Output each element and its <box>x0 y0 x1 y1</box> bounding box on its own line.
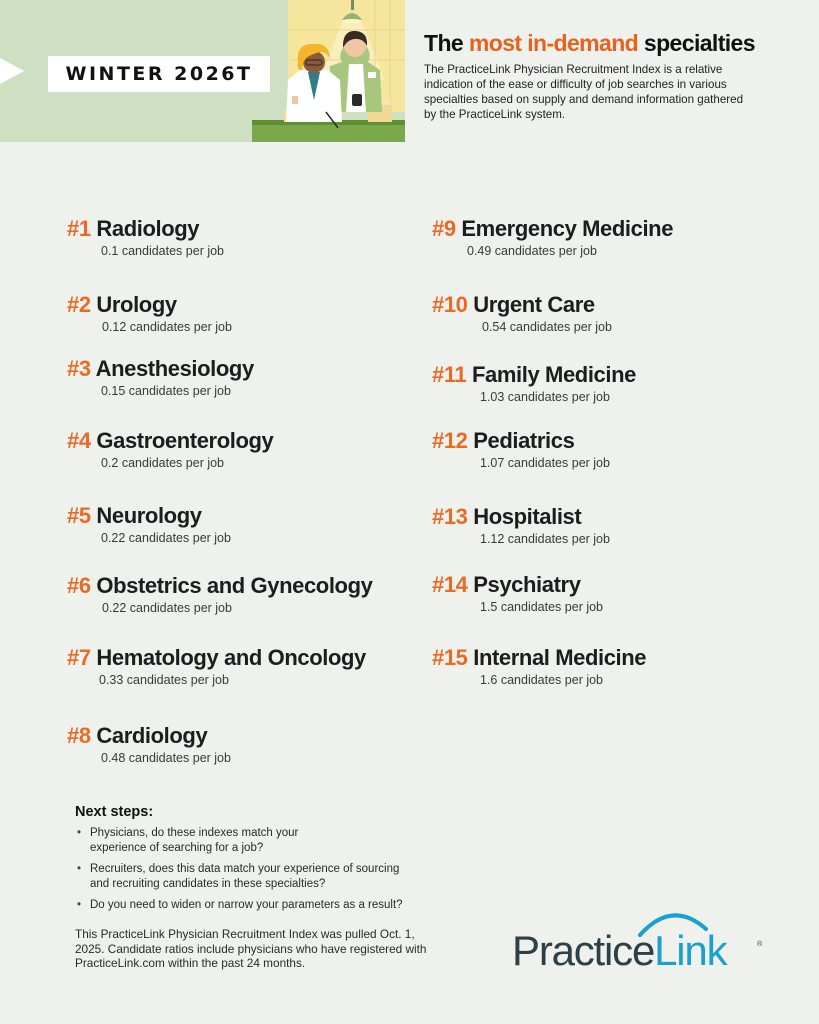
specialty-entry <box>432 428 610 470</box>
page-title: The most in-demand specialties <box>424 30 755 56</box>
specialty-ratio: 0.2 candidates per job <box>101 456 225 470</box>
specialty-name: Cardiology <box>96 723 208 748</box>
specialty-rank: #8 <box>67 723 91 748</box>
edition-label: WINTER 2026T <box>65 63 253 85</box>
specialty-rank: #11 <box>432 362 467 387</box>
specialty-rank: #15 <box>432 645 468 670</box>
specialty-ratio: 0.54 candidates per job <box>482 320 612 334</box>
specialty-ratio: 1.12 candidates per job <box>480 532 610 546</box>
specialty-name: Hematology and Oncology <box>96 645 366 670</box>
specialty-rank: #4 <box>67 428 91 453</box>
specialty-entry <box>432 362 636 404</box>
specialty-ratio: 0.48 candidates per job <box>101 751 231 765</box>
specialty-entry <box>67 356 254 398</box>
edition-badge <box>48 56 270 92</box>
specialty-ratio: 0.22 candidates per job <box>101 531 231 545</box>
specialty-name: Urgent Care <box>473 292 595 317</box>
specialty-entry <box>432 572 603 614</box>
specialty-entry <box>67 216 224 258</box>
specialty-name: Emergency Medicine <box>461 216 674 241</box>
specialty-entry <box>67 573 372 615</box>
specialty-entry <box>432 645 646 687</box>
specialty-rank: #9 <box>432 216 456 241</box>
specialty-ratio: 1.03 candidates per job <box>480 390 610 404</box>
specialty-entry <box>67 503 231 545</box>
specialty-name: Psychiatry <box>473 572 581 597</box>
specialty-rank: #12 <box>432 428 468 453</box>
logo-text-link: Link <box>654 927 727 974</box>
specialty-name: Hospitalist <box>473 504 582 529</box>
specialty-name: Urology <box>96 292 177 317</box>
specialty-rank: #10 <box>432 292 468 317</box>
specialty-ratio: 1.5 candidates per job <box>480 600 604 614</box>
logo-text-practice: Practice <box>512 927 655 974</box>
practicelink-logo <box>510 905 775 995</box>
logo-registered-mark: ® <box>757 941 763 948</box>
specialty-ratio: 1.6 candidates per job <box>480 673 604 687</box>
specialty-name: Obstetrics and Gynecology <box>96 573 373 598</box>
doctors-illustration <box>250 0 405 142</box>
next-steps-title: Next steps: <box>75 804 154 820</box>
next-steps-item: • Physicians, do these indexes match your experience of searching for a job? <box>75 826 345 856</box>
specialty-ratio: 1.07 candidates per job <box>480 456 610 470</box>
specialty-entry <box>432 216 673 258</box>
footnote: This PracticeLink Physician Recruitment Index was pulled Oct. 1, 2025. Candidate ratios include physicians who have registered with PracticeLink.com within the past 24 months. <box>75 927 427 970</box>
specialty-ratio: 0.1 candidates per job <box>101 244 225 258</box>
play-arrow-icon <box>0 58 24 84</box>
specialty-ratio: 0.33 candidates per job <box>99 673 229 687</box>
next-steps-item: • Do you need to widen or narrow your parameters as a result? <box>75 898 455 913</box>
specialty-entry <box>432 504 610 546</box>
specialty-rank: #14 <box>432 572 468 597</box>
specialty-name: Anesthesiology <box>95 356 254 381</box>
specialty-rank: #5 <box>67 503 91 528</box>
next-steps-section <box>75 804 455 919</box>
specialty-entry <box>432 292 612 334</box>
specialty-name: Radiology <box>96 216 200 241</box>
specialty-rank: #2 <box>67 292 91 317</box>
specialty-rank: #13 <box>432 504 468 529</box>
specialty-entry <box>67 428 273 470</box>
specialty-name: Internal Medicine <box>473 645 647 670</box>
specialty-name: Family Medicine <box>472 362 636 387</box>
specialty-rank: #7 <box>67 645 91 670</box>
title-accent: most in-demand <box>468 30 639 56</box>
specialty-rank: #1 <box>67 216 91 241</box>
specialty-entry <box>67 645 366 687</box>
intro-paragraph: The PracticeLink Physician Recruitment Index is a relative indication of the ease or difficulty of job searches in various specialties based on supply and demand information gathered by the PracticeLink system. <box>424 63 744 121</box>
specialty-entry <box>67 292 232 334</box>
specialty-name: Pediatrics <box>473 428 575 453</box>
specialty-rank: #6 <box>67 573 91 598</box>
next-steps-item: • Recruiters, does this data match your experience of sourcing and recruiting candidates in these specialties? <box>75 862 420 892</box>
specialty-ratio: 0.49 candidates per job <box>467 244 597 258</box>
specialty-ratio: 0.22 candidates per job <box>102 601 232 615</box>
specialty-entry <box>67 723 231 765</box>
next-steps-list <box>75 826 455 913</box>
specialty-name: Gastroenterology <box>96 428 274 453</box>
specialty-ratio: 0.12 candidates per job <box>102 320 232 334</box>
specialty-rank: #3 <box>67 356 91 381</box>
specialty-name: Neurology <box>96 503 202 528</box>
specialty-ratio: 0.15 candidates per job <box>101 384 231 398</box>
